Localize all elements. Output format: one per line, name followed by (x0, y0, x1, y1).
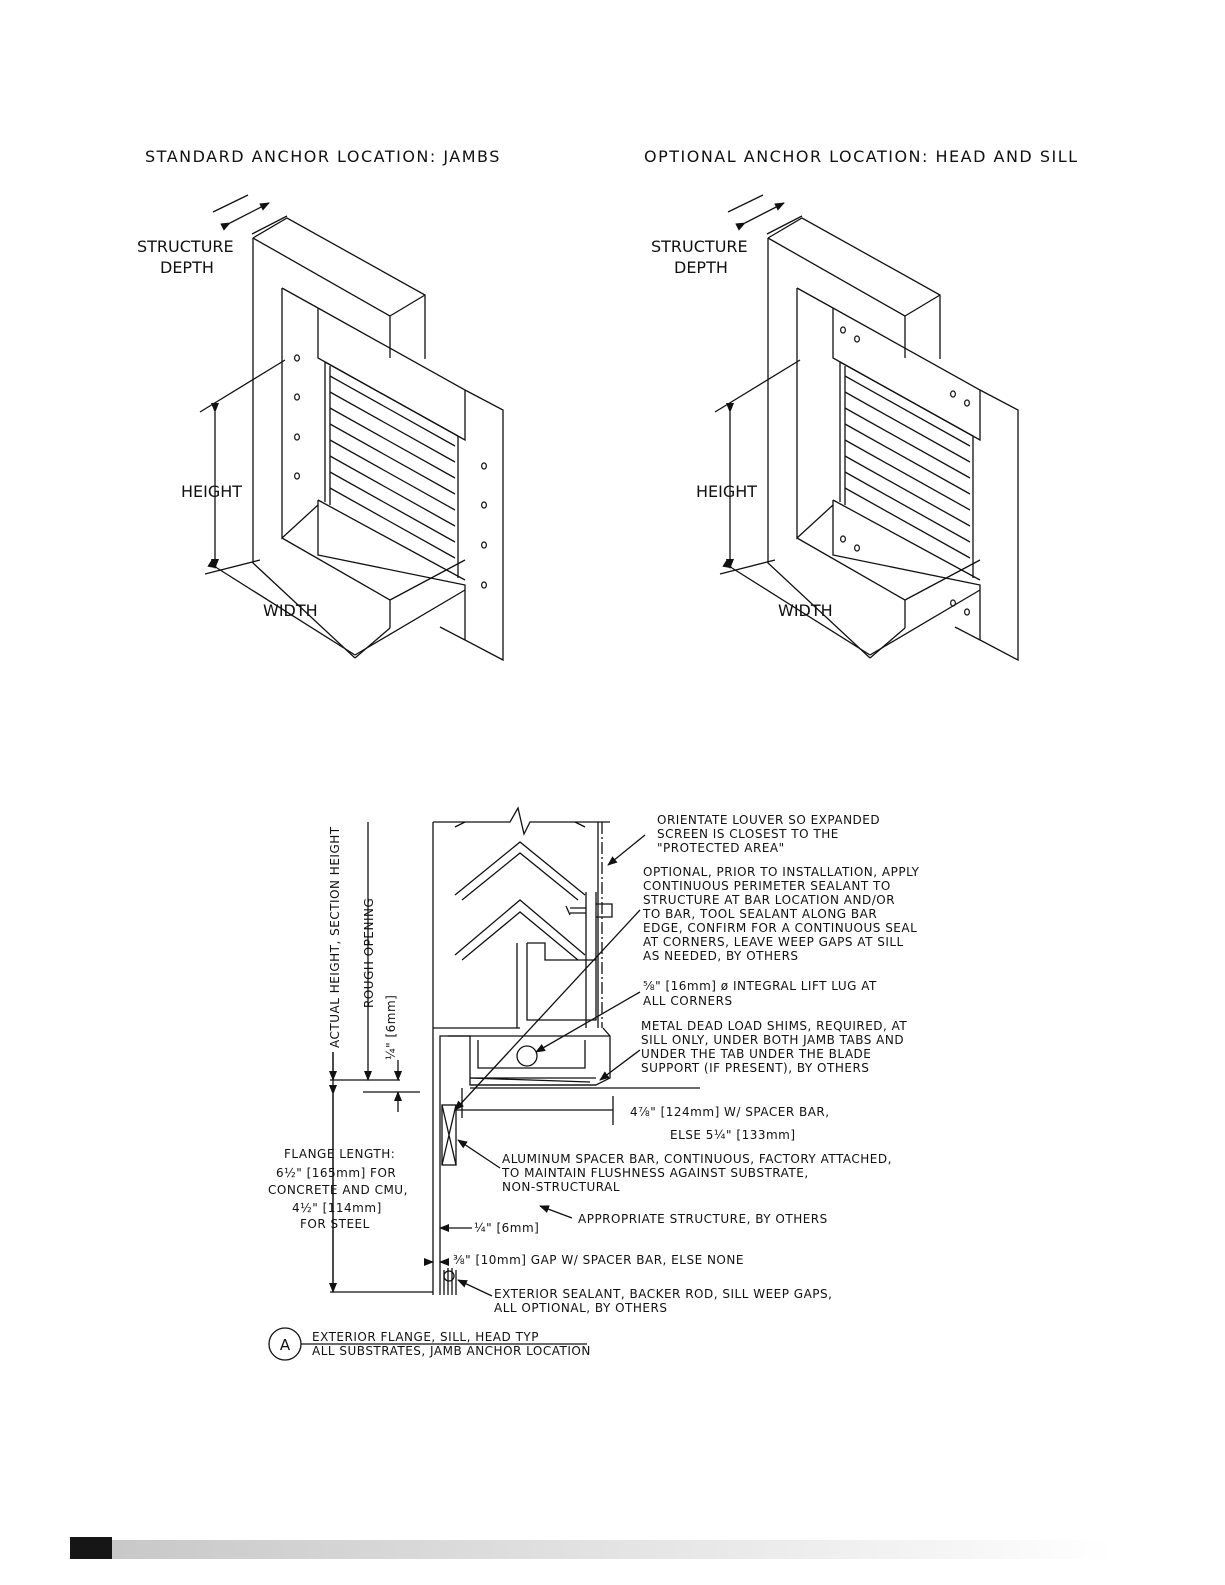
note-structure: APPROPRIATE STRUCTURE, BY OTHERS (578, 1212, 828, 1226)
flange-length-l5: FOR STEEL (300, 1217, 370, 1231)
note-optional-l1: OPTIONAL, PRIOR TO INSTALLATION, APPLY (643, 865, 920, 879)
label-structure: STRUCTURE (137, 237, 234, 256)
callout-line1: EXTERIOR FLANGE, SILL, HEAD TYP (312, 1330, 539, 1344)
note-shims-l1: METAL DEAD LOAD SHIMS, REQUIRED, AT (641, 1019, 908, 1033)
note-spacer-dim-l2: ELSE 5¼" [133mm] (670, 1128, 796, 1142)
note-shims-l4: SUPPORT (IF PRESENT), BY OTHERS (641, 1061, 870, 1075)
title-optional-anchor: OPTIONAL ANCHOR LOCATION: HEAD AND SILL (644, 147, 1079, 166)
note-sealant-l1: EXTERIOR SEALANT, BACKER ROD, SILL WEEP GAPS, (494, 1287, 833, 1301)
label-height: HEIGHT (181, 482, 243, 501)
label-depth: DEPTH (674, 258, 728, 277)
dim-quarter-inch: ¼" [6mm] (384, 994, 398, 1060)
note-optional-l7: AS NEEDED, BY OTHERS (643, 949, 799, 963)
label-structure: STRUCTURE (651, 237, 748, 256)
flange-length-l4: 4½" [114mm] (292, 1201, 382, 1215)
note-lift-lug-l1: ⅝" [16mm] ø INTEGRAL LIFT LUG AT (643, 979, 877, 993)
flange-length-l2: 6½" [165mm] FOR (276, 1166, 397, 1180)
note-optional-l4: TO BAR, TOOL SEALANT ALONG BAR (643, 907, 878, 921)
note-quarter: ¼" [6mm] (474, 1221, 540, 1235)
note-optional-l2: CONTINUOUS PERIMETER SEALANT TO (643, 879, 891, 893)
note-optional-l3: STRUCTURE AT BAR LOCATION AND/OR (643, 893, 896, 907)
note-orientate-l3: "PROTECTED AREA" (657, 841, 785, 855)
note-spacer-bar-l2: TO MAINTAIN FLUSHNESS AGAINST SUBSTRATE, (502, 1166, 809, 1180)
footer-block (70, 1537, 112, 1559)
note-optional-l5: EDGE, CONFIRM FOR A CONTINUOUS SEAL (643, 921, 918, 935)
flange-length-l3: CONCRETE AND CMU, (268, 1183, 408, 1197)
label-width: WIDTH (263, 601, 318, 620)
note-orientate-l2: SCREEN IS CLOSEST TO THE (657, 827, 839, 841)
note-orientate-l1: ORIENTATE LOUVER SO EXPANDED (657, 813, 881, 827)
note-optional-l6: AT CORNERS, LEAVE WEEP GAPS AT SILL (643, 935, 904, 949)
iso-drawing-jamb-anchor (137, 195, 503, 660)
title-standard-anchor: STANDARD ANCHOR LOCATION: JAMBS (145, 147, 501, 166)
label-depth: DEPTH (160, 258, 214, 277)
flange-length-l1: FLANGE LENGTH: (284, 1147, 396, 1161)
label-width: WIDTH (778, 601, 833, 620)
note-shims-l2: SILL ONLY, UNDER BOTH JAMB TABS AND (641, 1033, 905, 1047)
label-height: HEIGHT (696, 482, 758, 501)
note-spacer-bar-l3: NON-STRUCTURAL (502, 1180, 621, 1194)
note-lift-lug-l2: ALL CORNERS (643, 994, 733, 1008)
dim-rough-opening: ROUGH OPENING (362, 897, 376, 1008)
note-sealant-l2: ALL OPTIONAL, BY OTHERS (494, 1301, 668, 1315)
note-gap: ⅜" [10mm] GAP W/ SPACER BAR, ELSE NONE (453, 1253, 744, 1267)
note-shims-l3: UNDER THE TAB UNDER THE BLADE (641, 1047, 872, 1061)
iso-drawing-head-sill-anchor (651, 195, 1018, 660)
callout-line2: ALL SUBSTRATES, JAMB ANCHOR LOCATION (312, 1344, 591, 1358)
note-spacer-bar-l1: ALUMINUM SPACER BAR, CONTINUOUS, FACTORY ATTACHED, (502, 1152, 892, 1166)
footer-bar (112, 1540, 1112, 1559)
note-spacer-dim-l1: 4⅞" [124mm] W/ SPACER BAR, (630, 1105, 830, 1119)
head-sill-anchor-holes (841, 327, 970, 615)
dim-actual-height: ACTUAL HEIGHT, SECTION HEIGHT (328, 826, 342, 1048)
callout-letter: A (279, 1336, 291, 1354)
